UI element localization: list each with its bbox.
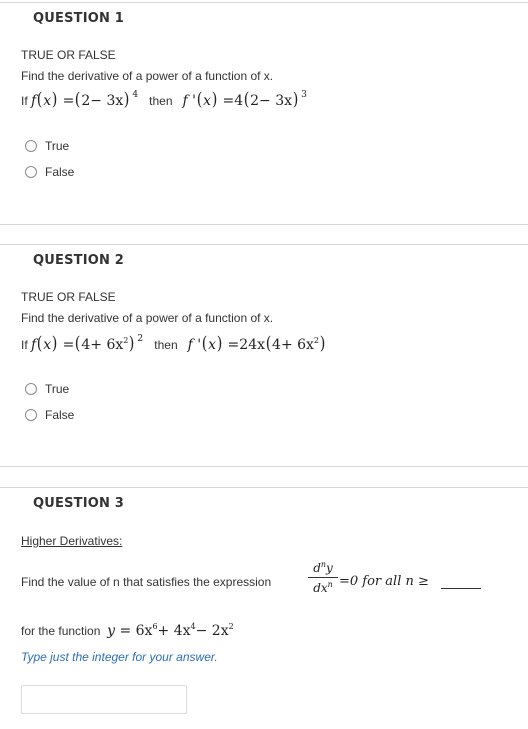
function-lhs: y xyxy=(107,623,115,639)
option-label: False xyxy=(45,408,75,422)
if-label: If xyxy=(21,94,28,108)
equals-sign: = xyxy=(227,337,240,353)
equals-sign: = xyxy=(62,337,75,353)
fraction-numerator: $d^ny$ xyxy=(313,560,333,575)
question-3-prompt: Find the value of n that satisfies the expression xyxy=(21,575,272,589)
function-prefix: for the function xyxy=(21,624,101,638)
term-1: 6x xyxy=(135,623,153,639)
option-label: False xyxy=(45,165,75,179)
question-2-expression: If $f(x) =(4+ 6x^2)$ $^2$ then f '$(x) =24x(4+ 6x^2)$ xyxy=(21,333,326,354)
question-1-option-false[interactable] xyxy=(25,165,74,179)
radio-button[interactable] xyxy=(25,166,37,178)
question-1-type: TRUE OR FALSE xyxy=(21,48,116,62)
question-2-heading: QUESTION 2 xyxy=(33,253,125,268)
question-3-instruction: Type just the integer for your answer. xyxy=(21,650,218,664)
function-name: f xyxy=(31,337,37,353)
function-name: f xyxy=(31,93,37,109)
question-1-option-true[interactable] xyxy=(25,139,69,153)
answer-blank-line xyxy=(441,588,481,589)
divider xyxy=(0,487,528,488)
then-label: then xyxy=(149,94,173,108)
radio-button[interactable] xyxy=(25,409,37,421)
inner-expression: 4+ 6x xyxy=(272,337,314,353)
question-2-type: TRUE OR FALSE xyxy=(21,290,116,304)
option-label: True xyxy=(45,382,70,396)
power: 2 xyxy=(137,334,144,344)
option-label: True xyxy=(45,139,70,153)
variable: x xyxy=(43,337,52,353)
equals-sign: = xyxy=(119,623,132,639)
derivative-name: f ' xyxy=(187,337,202,353)
inner-expression: 2− 3x xyxy=(81,93,124,109)
question-1-heading: QUESTION 1 xyxy=(33,11,125,26)
radio-button[interactable] xyxy=(25,383,37,395)
question-3-heading: QUESTION 3 xyxy=(33,496,125,511)
derivative-name: f ' xyxy=(182,93,197,109)
term-3: − 2x xyxy=(195,623,229,639)
top-divider xyxy=(0,2,528,3)
question-1-prompt: Find the derivative of a power of a function of x. xyxy=(21,69,274,83)
fraction-denominator: $dx^n$ xyxy=(313,580,333,595)
divider xyxy=(0,466,528,467)
derivative-fraction xyxy=(308,560,338,596)
equals-sign: = xyxy=(222,93,235,109)
term-1-power: 6 xyxy=(152,622,158,631)
then-label: then xyxy=(154,338,178,352)
question-2-option-true[interactable] xyxy=(25,382,69,396)
expression-rhs: =0 for all n ≥ xyxy=(339,574,429,589)
question-1-expression: If f(x) =(2− 3x) $^4$ then f '(x) =4(2− 3x) $^3$ xyxy=(21,89,307,110)
question-3-subheading: Higher Derivatives: xyxy=(21,534,123,548)
question-2-prompt: Find the derivative of a power of a function of x. xyxy=(21,311,274,325)
term-2: + 4x xyxy=(157,623,191,639)
term-3-power: 2 xyxy=(228,622,234,631)
inner-expression: 2− 3x xyxy=(250,93,293,109)
coefficient: 4 xyxy=(234,93,244,109)
if-label: If xyxy=(21,338,28,352)
variable: x xyxy=(43,93,52,109)
radio-button[interactable] xyxy=(25,140,37,152)
fraction-bar xyxy=(308,577,338,578)
inner-expression: 4+ 6x xyxy=(81,337,124,353)
variable: x xyxy=(203,93,211,109)
divider xyxy=(0,224,528,225)
inner-power: 2 xyxy=(313,336,320,345)
power: 3 xyxy=(301,90,307,100)
divider xyxy=(0,244,528,245)
equals-sign: = xyxy=(62,93,75,109)
power: 4 xyxy=(132,90,139,100)
term-2-power: 4 xyxy=(190,622,196,631)
inner-power: 2 xyxy=(123,336,129,345)
question-3-function xyxy=(21,622,234,639)
question-2-option-false[interactable] xyxy=(25,408,74,422)
variable: x xyxy=(208,337,217,353)
answer-input[interactable] xyxy=(21,685,187,714)
coefficient: 24x xyxy=(239,337,265,353)
